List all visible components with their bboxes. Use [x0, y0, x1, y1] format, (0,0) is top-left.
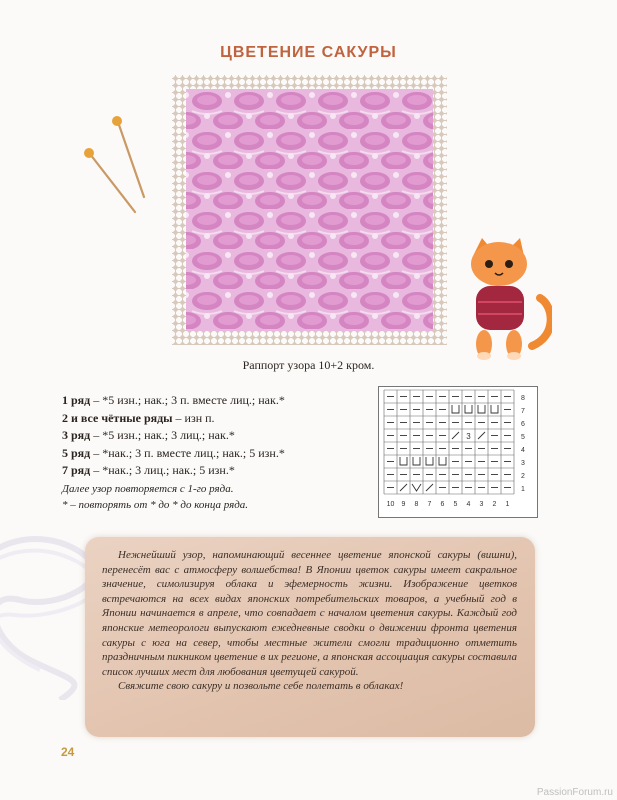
- row-instruction: 3 ряд – *5 изн.; нак.; 3 лиц.; нак.*: [62, 428, 235, 442]
- pattern-notes: [62, 481, 248, 513]
- chart-col-number: 3: [479, 501, 484, 508]
- chart-col-number: 1: [505, 501, 510, 508]
- chart-center-mark: 3: [466, 432, 471, 441]
- description-paragraph: Свяжите свою сакуру и позвольте себе полетать в облаках!: [118, 680, 404, 693]
- description-paragraph: Нежнейший узор, напоминающий весеннее цветение японской сакуры (вишни), перенесёт вас с атмосферу волшебства! В Японии цветок сакуры имеет сакральное значение, симолизируя облака и эфемерность жизни. Изображение цветков встречаются на всех видах японских потребительских товаров, а учебный год в Японии начинается в апреле, что совпадает с началом цветения сакуры. Каждый год японские метеорологи выпускают ежедневные сводки о движении фронта цветения сакуры с юга на север, чтобы местные жители смогли традиционно отметить праздничным пикником цветение в их регионе, а японская ассоциация сакуры составила список лучших мест для любования цветущей сакурой.: [102, 549, 517, 678]
- note-line: * – повторять от * до * до конца ряда.: [62, 499, 249, 511]
- chart-col-number: 4: [466, 501, 471, 508]
- row-instruction: 1 ряд – *5 изн.; нак.; 3 п. вместе лиц.; нак.*: [62, 393, 285, 407]
- chart-col-number: 9: [401, 501, 406, 508]
- chart-col-number: 8: [414, 501, 419, 508]
- chart-row-number: 1: [521, 486, 525, 493]
- chart-col-number: 7: [427, 501, 432, 508]
- row-instruction: 2 и все чётные ряды – изн п.: [62, 410, 215, 425]
- chart-row-number: 7: [521, 408, 525, 415]
- row-instructions: [62, 392, 285, 480]
- row-instruction: 7 ряд – *нак.; 3 лиц.; нак.; 5 изн.*: [62, 463, 235, 477]
- chart-col-number: 5: [453, 501, 458, 508]
- chart-row-number: 8: [521, 395, 525, 402]
- page-title: ЦВЕТЕНИЕ САКУРЫ: [220, 44, 397, 61]
- page-number: 24: [61, 745, 75, 759]
- photo-caption: Раппорт узора 10+2 кром.: [242, 358, 375, 372]
- chart-row-number: 3: [521, 460, 525, 467]
- note-line: Далее узор повторяется с 1-го ряда.: [62, 483, 234, 495]
- knitting-chart: [378, 386, 538, 518]
- chart-row-number: 5: [521, 434, 525, 441]
- watermark: PassionForum.ru: [536, 787, 613, 798]
- chart-row-number: 6: [521, 421, 525, 428]
- cat-in-sweater-icon: [462, 236, 552, 366]
- row-instruction: 5 ряд – *нак.; 3 п. вместе лиц.; нак.; 5 изн.*: [62, 445, 285, 460]
- chart-row-number: 2: [521, 473, 525, 480]
- chart-col-number: 6: [440, 501, 445, 508]
- description-text: [102, 548, 517, 694]
- knit-sample-photo: [186, 89, 433, 331]
- chart-col-number: 10: [386, 501, 395, 508]
- knitting-needles-icon: [80, 112, 150, 222]
- chart-col-number: 2: [492, 501, 497, 508]
- chart-row-number: 4: [521, 447, 525, 454]
